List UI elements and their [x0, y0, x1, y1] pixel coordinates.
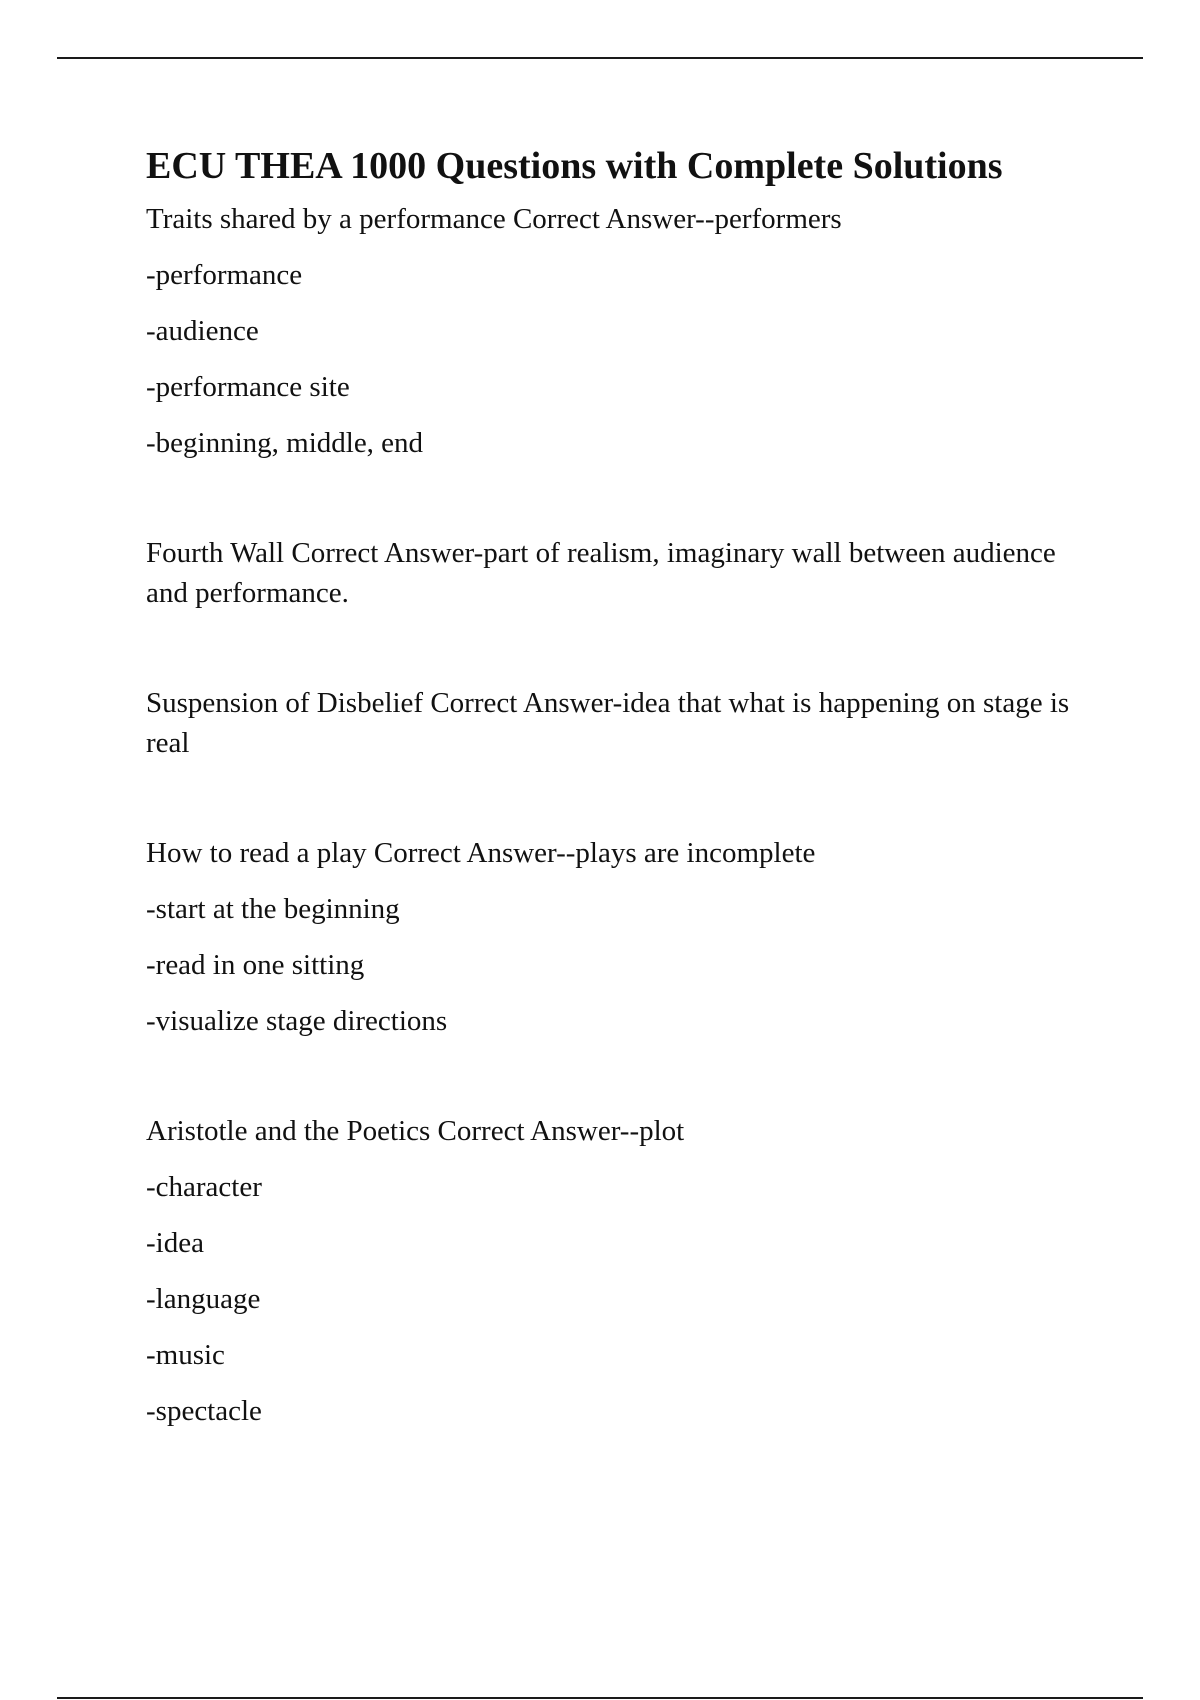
qa-line: How to read a play Correct Answer--plays are incomplete	[146, 837, 816, 869]
qa-line: Fourth Wall Correct Answer-part of realism, imaginary wall between audience and performance.	[146, 537, 1056, 609]
qa-entry-traits	[146, 199, 1086, 463]
qa-entry-fourth-wall	[146, 533, 1086, 613]
qa-line: -visualize stage directions	[146, 1005, 448, 1037]
qa-line: -idea	[146, 1227, 204, 1259]
qa-line: Aristotle and the Poetics Correct Answer--plot	[146, 1115, 685, 1147]
qa-line: -language	[146, 1283, 261, 1315]
qa-line: Suspension of Disbelief Correct Answer-idea that what is happening on stage is real	[146, 687, 1070, 759]
qa-line: -start at the beginning	[146, 893, 400, 925]
qa-entry-suspension-of-disbelief	[146, 683, 1086, 763]
qa-line: Traits shared by a performance Correct Answer--performers	[146, 203, 842, 235]
qa-line: -beginning, middle, end	[146, 427, 424, 459]
document-title: ECU THEA 1000 Questions with Complete Solutions	[146, 145, 1003, 187]
qa-line: -performance	[146, 259, 303, 291]
qa-line: -spectacle	[146, 1395, 262, 1427]
qa-line: -performance site	[146, 371, 350, 403]
qa-line: -music	[146, 1339, 225, 1371]
document-body	[146, 143, 1086, 1501]
qa-entry-aristotle-poetics	[146, 1111, 1086, 1431]
qa-line: -character	[146, 1171, 262, 1203]
qa-entry-how-to-read-a-play	[146, 833, 1086, 1041]
qa-line: -read in one sitting	[146, 949, 365, 981]
qa-line: -audience	[146, 315, 259, 347]
footer-rule	[57, 1697, 1143, 1699]
header-rule	[57, 57, 1143, 59]
